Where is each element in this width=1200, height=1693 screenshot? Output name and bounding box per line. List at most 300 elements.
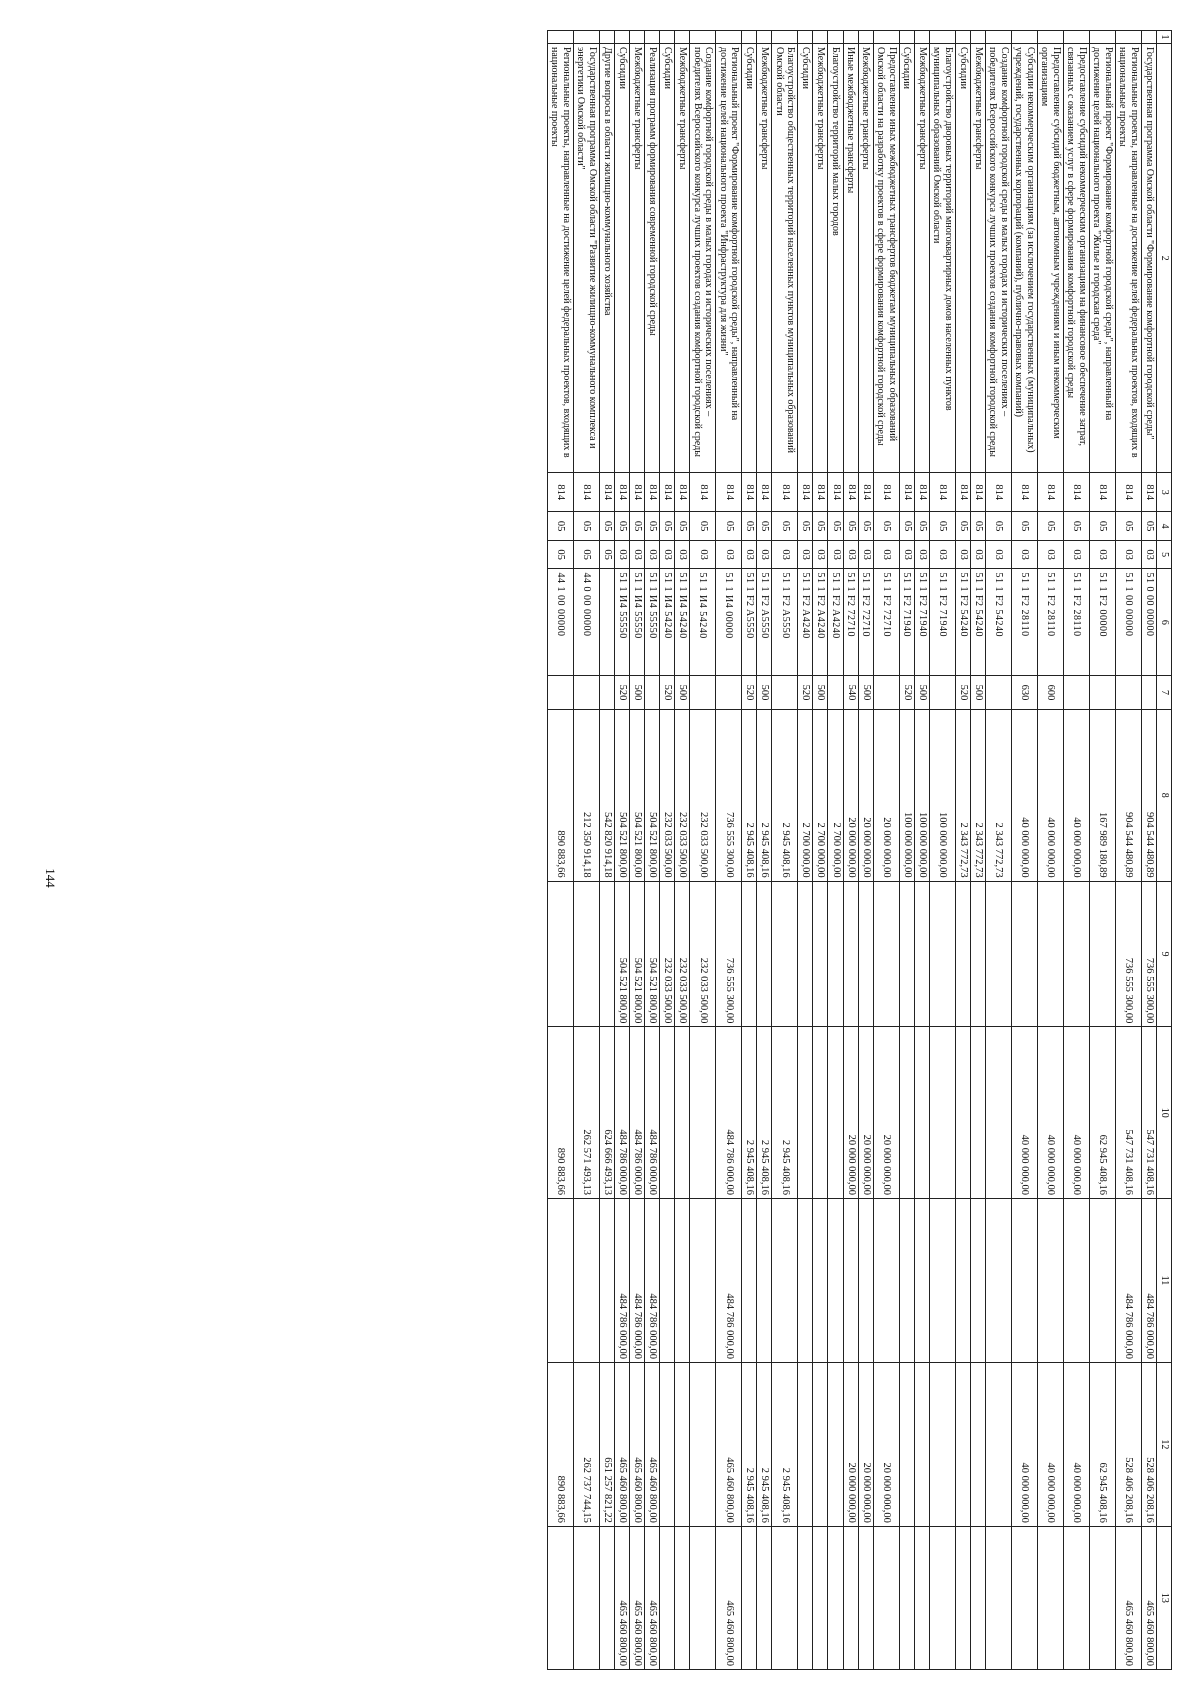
amount-col12-cell: 2 945 408,16	[742, 1362, 757, 1526]
subsection-code-cell: 03	[1037, 540, 1063, 569]
target-article-code-cell: 51 1 F2 72710	[858, 569, 873, 676]
grbs-code-cell: 814	[955, 473, 970, 512]
amount-col13-cell	[798, 1526, 813, 1669]
target-article-code-cell: 51 1 F2 72710	[873, 569, 899, 676]
subsection-code-cell: 03	[614, 540, 629, 569]
amount-col12-cell	[798, 1362, 813, 1526]
amount-col11-cell	[955, 1199, 970, 1363]
section-code-cell: 05	[929, 512, 955, 541]
row-marker-cell	[873, 31, 899, 44]
expense-type-code-cell	[547, 676, 573, 710]
amount-col13-cell	[742, 1526, 757, 1669]
expense-type-code-cell: 520	[798, 676, 813, 710]
row-marker-cell	[599, 31, 614, 44]
subsection-code-cell: 03	[914, 540, 929, 569]
subsection-code-cell: 03	[955, 540, 970, 569]
grbs-code-cell: 814	[573, 473, 599, 512]
name-cell: Предоставление иных межбюджетных трансфертов бюджетам муниципальных образований Омской области на разработку проектов в сфере формирования комфортной городской среды	[873, 44, 899, 473]
amount-col13-cell	[757, 1526, 772, 1669]
amount-col10-cell: 62 945 408,16	[1089, 1027, 1115, 1199]
amount-col12-cell	[914, 1362, 929, 1526]
amount-col8-cell: 736 555 300,00	[716, 709, 742, 881]
amount-col12-cell: 465 460 800,00	[614, 1362, 629, 1526]
target-article-code-cell: 51 1 F2 A4240	[798, 569, 813, 676]
grbs-code-cell: 814	[899, 473, 914, 512]
grbs-code-cell: 814	[547, 473, 573, 512]
section-code-cell: 05	[955, 512, 970, 541]
expense-type-code-cell: 500	[914, 676, 929, 710]
amount-col9-cell: 504 521 800,00	[614, 881, 629, 1027]
amount-col9-cell: 504 521 800,00	[630, 881, 645, 1027]
grbs-code-cell: 814	[772, 473, 798, 512]
amount-col10-cell: 20 000 000,00	[858, 1027, 873, 1199]
table-row	[1063, 31, 1089, 1670]
amount-col12-cell: 2 945 408,16	[757, 1362, 772, 1526]
amount-col11-cell	[929, 1199, 955, 1363]
name-cell: Реализация программ формирования современной городской среды	[645, 44, 660, 473]
name-cell: Межбюджетные трансферты	[675, 44, 690, 473]
amount-col11-cell: 484 786 000,00	[630, 1199, 645, 1363]
target-article-code-cell: 51 1 F2 A5550	[772, 569, 798, 676]
expense-type-code-cell: 500	[630, 676, 645, 710]
amount-col9-cell: 736 555 300,00	[1141, 881, 1156, 1027]
section-code-cell: 05	[690, 512, 716, 541]
name-cell: Межбюджетные трансферты	[970, 44, 985, 473]
amount-col9-cell	[955, 881, 970, 1027]
amount-col10-cell	[798, 1027, 813, 1199]
amount-col11-cell	[547, 1199, 573, 1363]
row-marker-cell	[690, 31, 716, 44]
amount-col12-cell: 651 257 821,22	[599, 1362, 614, 1526]
table-row	[1037, 31, 1063, 1670]
name-cell: Субсидии	[742, 44, 757, 473]
amount-col13-cell	[955, 1526, 970, 1669]
name-cell: Межбюджетные трансферты	[757, 44, 772, 473]
amount-col10-cell	[929, 1027, 955, 1199]
subsection-code-cell: 03	[660, 540, 675, 569]
subsection-code-cell: 03	[716, 540, 742, 569]
target-article-code-cell: 51 1 И4 54240	[675, 569, 690, 676]
amount-col10-cell: 484 786 000,00	[645, 1027, 660, 1199]
subsection-code-cell: 03	[772, 540, 798, 569]
grbs-code-cell: 814	[914, 473, 929, 512]
expense-type-code-cell: 500	[970, 676, 985, 710]
name-cell: Создание комфортной городской среды в малых городах и исторических поселениях – победителях Всероссийского конкурса лучших проектов создания комфортной городской среды	[985, 44, 1011, 473]
amount-col13-cell	[1089, 1526, 1115, 1669]
amount-col12-cell	[828, 1362, 843, 1526]
amount-col8-cell: 2 343 772,73	[970, 709, 985, 881]
amount-col13-cell	[1011, 1526, 1037, 1669]
subsection-code-cell: 03	[742, 540, 757, 569]
grbs-code-cell: 814	[970, 473, 985, 512]
target-article-code-cell: 44 0 00 00000	[573, 569, 599, 676]
subsection-code-cell: 03	[873, 540, 899, 569]
table-row	[970, 31, 985, 1670]
column-number-8: 8	[1157, 709, 1172, 881]
target-article-code-cell	[599, 569, 614, 676]
amount-col11-cell	[985, 1199, 1011, 1363]
table-row	[675, 31, 690, 1670]
subsection-code-cell: 03	[757, 540, 772, 569]
amount-col9-cell	[1089, 881, 1115, 1027]
subsection-code-cell: 03	[985, 540, 1011, 569]
amount-col13-cell	[873, 1526, 899, 1669]
row-marker-cell	[899, 31, 914, 44]
subsection-code-cell: 05	[573, 540, 599, 569]
amount-col12-cell: 890 883,66	[547, 1362, 573, 1526]
row-marker-cell	[970, 31, 985, 44]
amount-col11-cell	[1011, 1199, 1037, 1363]
row-marker-cell	[828, 31, 843, 44]
row-marker-cell	[660, 31, 675, 44]
amount-col10-cell: 890 883,66	[547, 1027, 573, 1199]
grbs-code-cell: 814	[813, 473, 828, 512]
name-cell: Государственная программа Омской области "Формирование комфортной городской среды"	[1141, 44, 1156, 473]
amount-col13-cell: 465 460 800,00	[1115, 1526, 1141, 1669]
amount-col12-cell	[690, 1362, 716, 1526]
amount-col8-cell: 2 700 000,00	[813, 709, 828, 881]
grbs-code-cell: 814	[742, 473, 757, 512]
section-code-cell: 05	[757, 512, 772, 541]
amount-col10-cell: 547 731 408,16	[1115, 1027, 1141, 1199]
section-code-cell: 05	[772, 512, 798, 541]
target-article-code-cell: 51 1 F2 A4240	[813, 569, 828, 676]
grbs-code-cell: 814	[599, 473, 614, 512]
row-marker-cell	[1037, 31, 1063, 44]
amount-col9-cell	[599, 881, 614, 1027]
section-code-cell: 05	[1063, 512, 1089, 541]
amount-col12-cell: 465 460 800,00	[645, 1362, 660, 1526]
amount-col11-cell	[873, 1199, 899, 1363]
expense-type-code-cell: 600	[1037, 676, 1063, 710]
amount-col10-cell	[690, 1027, 716, 1199]
subsection-code-cell: 05	[547, 540, 573, 569]
amount-col8-cell: 504 521 800,00	[645, 709, 660, 881]
amount-col9-cell	[828, 881, 843, 1027]
target-article-code-cell: 51 1 F2 54240	[970, 569, 985, 676]
target-article-code-cell: 51 1 И4 55550	[645, 569, 660, 676]
amount-col13-cell	[843, 1526, 858, 1669]
amount-col12-cell: 20 000 000,00	[843, 1362, 858, 1526]
expense-type-code-cell: 500	[675, 676, 690, 710]
amount-col11-cell	[1089, 1199, 1115, 1363]
target-article-code-cell: 51 1 F2 A5550	[742, 569, 757, 676]
table-row	[843, 31, 858, 1670]
amount-col8-cell: 2 700 000,00	[828, 709, 843, 881]
amount-col10-cell: 262 571 493,13	[573, 1027, 599, 1199]
target-article-code-cell: 51 1 И4 55550	[630, 569, 645, 676]
amount-col10-cell: 20 000 000,00	[873, 1027, 899, 1199]
section-code-cell: 05	[645, 512, 660, 541]
target-article-code-cell: 51 1 F2 72710	[843, 569, 858, 676]
amount-col10-cell	[970, 1027, 985, 1199]
section-code-cell: 05	[985, 512, 1011, 541]
row-marker-cell	[716, 31, 742, 44]
target-article-code-cell: 51 1 F2 28110	[1011, 569, 1037, 676]
subsection-code-cell: 03	[645, 540, 660, 569]
section-code-cell: 05	[1141, 512, 1156, 541]
amount-col12-cell: 465 460 800,00	[716, 1362, 742, 1526]
expense-type-code-cell: 520	[899, 676, 914, 710]
name-cell: Региональный проект "Формирование комфортной городской среды", направленный на достижение целей национального проекта "Инфраструктура для жизни"	[716, 44, 742, 473]
amount-col10-cell: 484 786 000,00	[630, 1027, 645, 1199]
row-marker-cell	[772, 31, 798, 44]
table-row	[599, 31, 614, 1670]
amount-col10-cell: 484 786 000,00	[614, 1027, 629, 1199]
grbs-code-cell: 814	[843, 473, 858, 512]
amount-col12-cell: 40 000 000,00	[1037, 1362, 1063, 1526]
target-article-code-cell: 51 1 И4 54240	[660, 569, 675, 676]
subsection-code-cell: 03	[1115, 540, 1141, 569]
subsection-code-cell: 03	[630, 540, 645, 569]
grbs-code-cell: 814	[1141, 473, 1156, 512]
amount-col11-cell	[660, 1199, 675, 1363]
amount-col12-cell	[955, 1362, 970, 1526]
row-marker-cell	[929, 31, 955, 44]
expense-type-code-cell	[645, 676, 660, 710]
expense-type-code-cell	[772, 676, 798, 710]
amount-col13-cell	[899, 1526, 914, 1669]
grbs-code-cell: 814	[757, 473, 772, 512]
subsection-code-cell: 03	[970, 540, 985, 569]
amount-col8-cell: 2 700 000,00	[798, 709, 813, 881]
amount-col11-cell	[1063, 1199, 1089, 1363]
expense-type-code-cell: 520	[614, 676, 629, 710]
amount-col8-cell: 167 989 180,89	[1089, 709, 1115, 881]
target-article-code-cell: 51 1 F2 A4240	[828, 569, 843, 676]
amount-col13-cell	[547, 1526, 573, 1669]
column-number-12: 12	[1157, 1362, 1172, 1526]
expense-type-code-cell: 630	[1011, 676, 1037, 710]
expense-type-code-cell	[690, 676, 716, 710]
column-number-1: 1	[1157, 31, 1172, 44]
grbs-code-cell: 814	[1037, 473, 1063, 512]
amount-col8-cell: 40 000 000,00	[1011, 709, 1037, 881]
table-row	[630, 31, 645, 1670]
amount-col11-cell	[828, 1199, 843, 1363]
amount-col8-cell: 904 544 480,89	[1141, 709, 1156, 881]
section-code-cell: 05	[573, 512, 599, 541]
amount-col9-cell	[1011, 881, 1037, 1027]
amount-col13-cell: 465 460 800,00	[630, 1526, 645, 1669]
amount-col13-cell	[929, 1526, 955, 1669]
row-marker-cell	[1141, 31, 1156, 44]
table-row	[772, 31, 798, 1670]
amount-col9-cell	[1063, 881, 1089, 1027]
row-marker-cell	[757, 31, 772, 44]
table-row	[798, 31, 813, 1670]
amount-col12-cell: 465 460 800,00	[630, 1362, 645, 1526]
amount-col8-cell: 2 945 408,16	[757, 709, 772, 881]
amount-col11-cell: 484 786 000,00	[1115, 1199, 1141, 1363]
amount-col11-cell	[914, 1199, 929, 1363]
amount-col8-cell: 232 033 500,00	[660, 709, 675, 881]
amount-col12-cell	[899, 1362, 914, 1526]
row-marker-cell	[858, 31, 873, 44]
section-code-cell: 05	[660, 512, 675, 541]
amount-col9-cell	[970, 881, 985, 1027]
name-cell: Субсидии	[899, 44, 914, 473]
column-number-10: 10	[1157, 1027, 1172, 1199]
amount-col8-cell: 504 521 800,00	[614, 709, 629, 881]
amount-col9-cell	[929, 881, 955, 1027]
amount-col12-cell	[929, 1362, 955, 1526]
amount-col11-cell	[813, 1199, 828, 1363]
expense-type-code-cell	[873, 676, 899, 710]
expense-type-code-cell	[1141, 676, 1156, 710]
amount-col13-cell	[813, 1526, 828, 1669]
amount-col9-cell	[757, 881, 772, 1027]
amount-col13-cell	[914, 1526, 929, 1669]
amount-col11-cell	[690, 1199, 716, 1363]
subsection-code-cell: 03	[1063, 540, 1089, 569]
expense-type-code-cell: 500	[813, 676, 828, 710]
subsection-code-cell: 05	[599, 540, 614, 569]
amount-col8-cell: 100 000 000,00	[914, 709, 929, 881]
target-article-code-cell: 51 1 И4 55550	[614, 569, 629, 676]
target-article-code-cell: 51 1 F2 71940	[929, 569, 955, 676]
amount-col11-cell	[772, 1199, 798, 1363]
section-code-cell: 05	[547, 512, 573, 541]
amount-col10-cell: 624 666 493,13	[599, 1027, 614, 1199]
target-article-code-cell: 51 1 F2 00000	[1089, 569, 1115, 676]
expense-type-code-cell: 500	[858, 676, 873, 710]
amount-col11-cell	[757, 1199, 772, 1363]
row-marker-cell	[573, 31, 599, 44]
column-number-4: 4	[1157, 512, 1172, 541]
amount-col8-cell: 20 000 000,00	[843, 709, 858, 881]
section-code-cell: 05	[1089, 512, 1115, 541]
table-row	[547, 31, 573, 1670]
amount-col12-cell: 2 945 408,16	[772, 1362, 798, 1526]
table-row	[1115, 31, 1141, 1670]
section-code-cell: 05	[742, 512, 757, 541]
amount-col10-cell	[675, 1027, 690, 1199]
target-article-code-cell: 51 1 F2 54240	[955, 569, 970, 676]
amount-col10-cell	[899, 1027, 914, 1199]
column-number-9: 9	[1157, 881, 1172, 1027]
table-row	[985, 31, 1011, 1670]
amount-col12-cell	[660, 1362, 675, 1526]
table-row	[742, 31, 757, 1670]
amount-col8-cell: 232 033 500,00	[675, 709, 690, 881]
amount-col10-cell: 20 000 000,00	[843, 1027, 858, 1199]
amount-col10-cell: 40 000 000,00	[1063, 1027, 1089, 1199]
grbs-code-cell: 814	[929, 473, 955, 512]
row-marker-cell	[955, 31, 970, 44]
amount-col13-cell: 465 460 800,00	[645, 1526, 660, 1669]
amount-col8-cell: 2 945 408,16	[742, 709, 757, 881]
page-number: 144	[43, 868, 58, 888]
row-marker-cell	[1115, 31, 1141, 44]
name-cell: Субсидии некоммерческим организациям (за исключением государственных (муниципальных) учреждений, государственных корпораций (компаний), публично-правовых компаний)	[1011, 44, 1037, 473]
grbs-code-cell: 814	[1089, 473, 1115, 512]
amount-col13-cell	[573, 1526, 599, 1669]
amount-col11-cell	[843, 1199, 858, 1363]
section-code-cell: 05	[813, 512, 828, 541]
section-code-cell: 05	[843, 512, 858, 541]
amount-col9-cell	[1037, 881, 1063, 1027]
amount-col10-cell: 40 000 000,00	[1011, 1027, 1037, 1199]
table-row	[757, 31, 772, 1670]
amount-col9-cell: 232 033 500,00	[660, 881, 675, 1027]
table-row	[955, 31, 970, 1670]
amount-col10-cell: 2 945 408,16	[757, 1027, 772, 1199]
amount-col10-cell	[660, 1027, 675, 1199]
column-number-13: 13	[1157, 1526, 1172, 1669]
amount-col10-cell	[914, 1027, 929, 1199]
target-article-code-cell: 51 1 F2 71940	[899, 569, 914, 676]
name-cell: Благоустройство общественных территорий населенных пунктов муниципальных образований Омской области	[772, 44, 798, 473]
subsection-code-cell: 03	[858, 540, 873, 569]
expense-type-code-cell: 520	[955, 676, 970, 710]
amount-col8-cell: 542 820 914,18	[599, 709, 614, 881]
grbs-code-cell: 814	[873, 473, 899, 512]
section-code-cell: 05	[1037, 512, 1063, 541]
section-code-cell: 05	[675, 512, 690, 541]
section-code-cell: 05	[798, 512, 813, 541]
row-marker-cell	[614, 31, 629, 44]
target-article-code-cell: 51 0 00 00000	[1141, 569, 1156, 676]
table-row	[929, 31, 955, 1670]
amount-col11-cell	[858, 1199, 873, 1363]
grbs-code-cell: 814	[630, 473, 645, 512]
target-article-code-cell: 51 1 F2 A5550	[757, 569, 772, 676]
grbs-code-cell: 814	[828, 473, 843, 512]
table-row	[645, 31, 660, 1670]
amount-col9-cell	[742, 881, 757, 1027]
row-marker-cell	[914, 31, 929, 44]
name-cell: Государственная программа Омской области "Развитие жилищно-коммунального комплекса и энергетики Омской области"	[573, 44, 599, 473]
section-code-cell: 05	[828, 512, 843, 541]
grbs-code-cell: 814	[614, 473, 629, 512]
subsection-code-cell: 03	[675, 540, 690, 569]
subsection-code-cell: 03	[828, 540, 843, 569]
expense-type-code-cell	[1063, 676, 1089, 710]
table-row	[858, 31, 873, 1670]
amount-col8-cell: 100 000 000,00	[929, 709, 955, 881]
row-marker-cell	[843, 31, 858, 44]
table-row	[1089, 31, 1115, 1670]
grbs-code-cell: 814	[690, 473, 716, 512]
amount-col9-cell: 504 521 800,00	[645, 881, 660, 1027]
amount-col13-cell	[985, 1526, 1011, 1669]
amount-col10-cell	[955, 1027, 970, 1199]
amount-col8-cell: 2 343 772,73	[985, 709, 1011, 881]
subsection-code-cell: 03	[929, 540, 955, 569]
amount-col8-cell: 40 000 000,00	[1037, 709, 1063, 881]
amount-col9-cell	[858, 881, 873, 1027]
name-cell: Субсидии	[614, 44, 629, 473]
section-code-cell: 05	[614, 512, 629, 541]
subsection-code-cell: 03	[1141, 540, 1156, 569]
amount-col12-cell: 62 945 408,16	[1089, 1362, 1115, 1526]
column-number-6: 6	[1157, 569, 1172, 676]
table-row	[690, 31, 716, 1670]
amount-col11-cell	[742, 1199, 757, 1363]
amount-col9-cell	[985, 881, 1011, 1027]
table-row	[1141, 31, 1156, 1670]
amount-col12-cell: 40 000 000,00	[1063, 1362, 1089, 1526]
subsection-code-cell: 03	[899, 540, 914, 569]
name-cell: Предоставление субсидий бюджетным, автономным учреждениям и иным некоммерческим организациям	[1037, 44, 1063, 473]
name-cell: Благоустройство территорий малых городов	[828, 44, 843, 473]
expense-type-code-cell: 500	[757, 676, 772, 710]
amount-col13-cell: 465 460 800,00	[614, 1526, 629, 1669]
grbs-code-cell: 814	[675, 473, 690, 512]
amount-col10-cell	[828, 1027, 843, 1199]
amount-col8-cell: 890 883,66	[547, 709, 573, 881]
